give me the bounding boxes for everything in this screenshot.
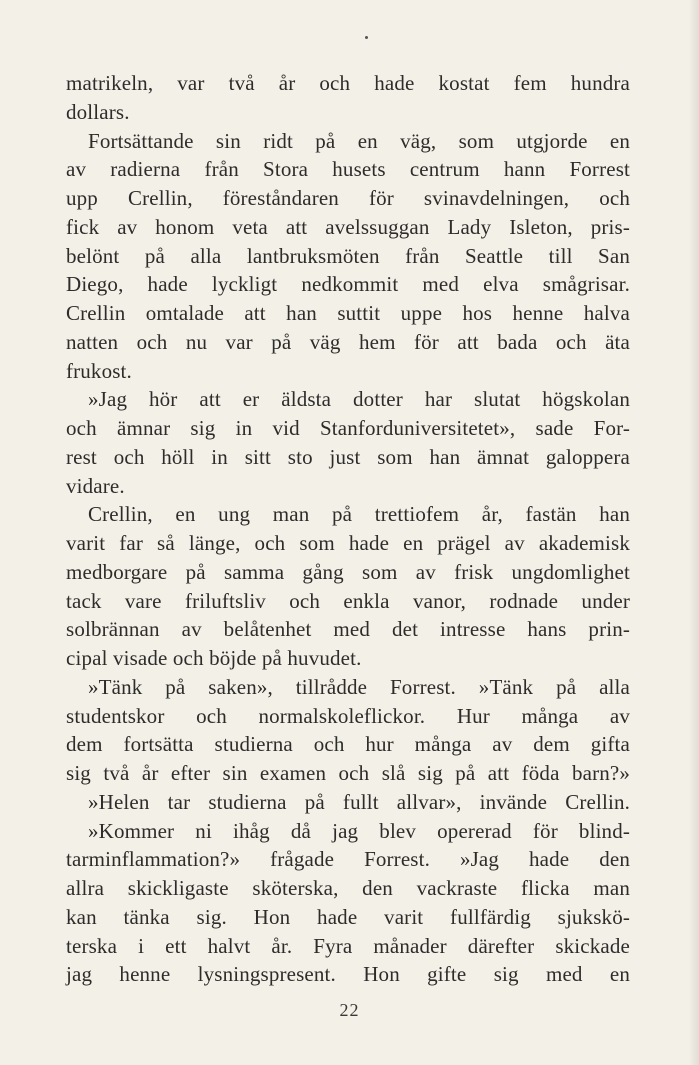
text-line: »Kommer ni ihåg då jag blev opererad för blind- [88,818,630,843]
text-line: jag henne lysningspresent. Hon gifte sig med en [66,962,630,987]
text-line: sig två år efter sin examen och slå sig på att föda barn?» [66,761,630,785]
text-line: Crellin, en ung man på trettiofem år, fastän han [88,502,630,527]
text-line: kan tänka sig. Hon hade varit fullfärdig sjukskö- [66,904,630,929]
page-number: 22 [339,1000,360,1020]
text-line: tack vare friluftsliv och enkla vanor, rodnade under [66,588,630,613]
text-line: fick av honom veta att avelssuggan Lady Isleton, pris- [66,214,630,239]
text-line: medborgare på samma gång som av frisk ungdomlighet [66,559,630,584]
text-line: rest och höll in sitt sto just som han ämnat galoppera [66,444,630,469]
text-line: allra skickligaste sköterska, den vackraste flicka man [66,876,630,900]
text-line: vidare. [66,473,125,498]
text-line: frukost. [66,358,132,383]
text-line: varit far så länge, och som hade en prägel av akademisk [66,531,630,555]
print-speck [365,36,368,39]
text-line: upp Crellin, föreståndaren för svinavdelningen, och [66,186,630,210]
text-line: Diego, hade lyckligt nedkommit med elva smågrisar. [66,272,630,297]
text-line: dem fortsätta studierna och hur många av dem gifta [66,732,630,757]
text-line: terska i ett halvt år. Fyra månader därefter skickade [66,933,630,958]
text-line: natten och nu var på väg hem för att bada och äta [66,329,630,354]
page-edge-shadow [689,0,699,1065]
text-line: och ämnar sig in vid Stanforduniversitetet», sade For- [66,416,630,440]
text-line: matrikeln, var två år och hade kostat fem hundra [66,71,630,95]
text-line: studentskor och normalskoleflickor. Hur många av [66,703,630,728]
text-line: »Helen tar studierna på fullt allvar», invände Crellin. [88,789,630,814]
text-line: Fortsättande sin ridt på en väg, som utgjorde en [88,128,630,153]
text-line: »Tänk på saken», tillrådde Forrest. »Tänk på alla [88,674,630,699]
text-line: tarminflammation?» frågade Forrest. »Jag hade den [66,847,630,872]
text-line: Crellin omtalade att han suttit uppe hos henne halva [66,301,630,325]
text-line: cipal visade och böjde på huvudet. [66,646,362,670]
text-line: solbrännan av belåtenhet med det intresse hans prin- [66,617,630,642]
text-line: dollars. [66,99,130,124]
body-text [66,69,630,989]
text-line: »Jag hör att er äldsta dotter har slutat högskolan [88,387,630,412]
text-line: belönt på alla lantbruksmöten från Seattle till San [66,243,630,268]
text-line: av radierna från Stora husets centrum hann Forrest [66,157,630,182]
